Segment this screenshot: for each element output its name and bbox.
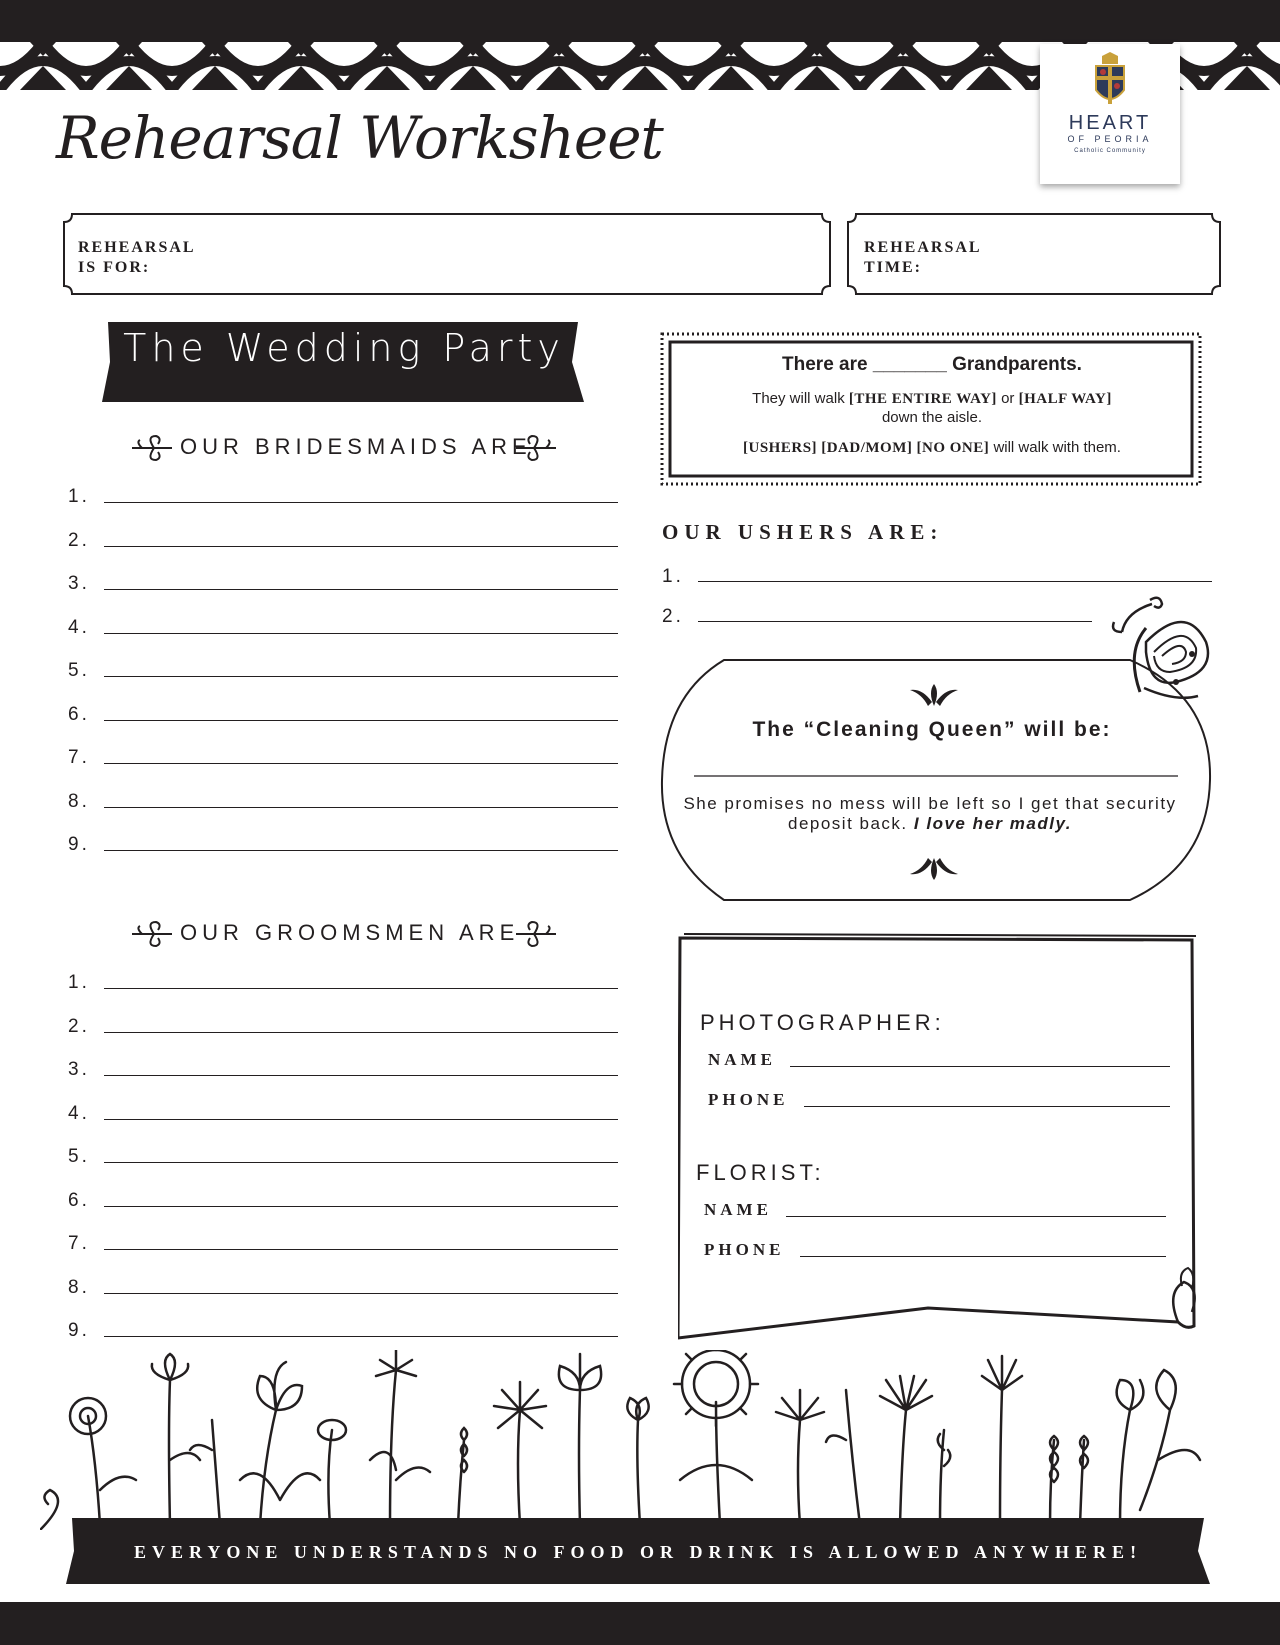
photographer-phone-label: PHONE	[708, 1090, 789, 1109]
groomsman-number: 1.	[68, 972, 90, 993]
photographer-name-field[interactable]	[790, 1066, 1170, 1067]
bridesmaid-number: 1.	[68, 486, 90, 507]
florist-name-field[interactable]	[786, 1216, 1166, 1217]
option-half-way[interactable]: [HALF WAY]	[1018, 391, 1112, 407]
bridesmaid-line[interactable]	[104, 502, 618, 503]
groomsman-line[interactable]	[104, 1075, 618, 1076]
rehearsal-for-label: REHEARSAL IS FOR:	[78, 239, 196, 276]
florist-phone-label: PHONE	[704, 1240, 785, 1259]
page-title: Rehearsal Worksheet	[56, 104, 663, 172]
bridesmaid-number: 9.	[68, 834, 90, 855]
usher-line[interactable]	[698, 621, 1092, 622]
logo-card	[1040, 44, 1180, 184]
groomsman-line[interactable]	[104, 1162, 618, 1163]
bridesmaid-number: 5.	[68, 660, 90, 681]
bridesmaid-number: 7.	[68, 747, 90, 768]
cleaning-queen-field[interactable]	[694, 752, 1174, 776]
groomsmen-heading: OUR GROOMSMEN ARE	[180, 920, 520, 945]
groomsman-number: 5.	[68, 1146, 90, 1167]
photographer-phone-field[interactable]	[804, 1106, 1170, 1107]
wedding-party-title: The Wedding Party	[123, 326, 565, 370]
groomsman-line[interactable]	[104, 1293, 618, 1294]
bridesmaids-heading: OUR BRIDESMAIDS ARE	[180, 434, 532, 459]
groomsman-number: 9.	[68, 1320, 90, 1341]
groomsman-number: 6.	[68, 1189, 90, 1211]
florist-heading: FLORIST:	[696, 1160, 825, 1185]
bridesmaid-line[interactable]	[104, 850, 618, 851]
groomsman-line[interactable]	[104, 1249, 618, 1250]
bridesmaid-line[interactable]	[104, 676, 618, 677]
grandparents-walk: They will walk [THE ENTIRE WAY] or [HALF WAY]	[752, 390, 1112, 407]
option-parent[interactable]: [DAD/MOM]	[821, 440, 913, 456]
grandparents-walk-suffix: down the aisle.	[881, 409, 983, 426]
flourish-right-icon	[514, 918, 558, 950]
groomsman-number: 2.	[68, 1015, 90, 1037]
groomsman-line[interactable]	[104, 988, 618, 989]
ushers-heading: OUR USHERS ARE:	[662, 520, 944, 544]
grandparents-count: There are _______ Grandparents.	[782, 354, 1082, 375]
logo-name: HEART	[1068, 112, 1152, 134]
photographer-heading: PHOTOGRAPHER:	[700, 1010, 945, 1035]
flowers-illustration-icon	[40, 1350, 1240, 1530]
usher-number: 2.	[662, 606, 684, 627]
flourish-left-icon	[130, 918, 174, 950]
grandparents-escort: [USHERS] [DAD/MOM] [NO ONE] will walk with them.	[743, 439, 1121, 456]
logo-sub: OF PEORIA	[1067, 134, 1153, 144]
florist-phone-field[interactable]	[800, 1256, 1166, 1257]
groomsman-line[interactable]	[104, 1206, 618, 1207]
cleaning-queen-title: The “Cleaning Queen” will be:	[752, 718, 1112, 741]
leaf-ornament-bottom-icon	[910, 858, 958, 880]
groomsman-line[interactable]	[104, 1336, 618, 1337]
crest-icon	[1090, 52, 1130, 110]
logo-tagline: Catholic Community	[1074, 148, 1146, 154]
bridesmaid-number: 8.	[68, 790, 90, 812]
bridesmaid-number: 4.	[68, 616, 90, 638]
flourish-right-icon	[514, 432, 558, 464]
groomsman-number: 7.	[68, 1233, 90, 1254]
bridesmaid-line[interactable]	[104, 589, 618, 590]
cleaning-queen-frame	[660, 656, 1212, 904]
option-no-one[interactable]: [NO ONE]	[916, 440, 990, 456]
usher-line[interactable]	[698, 581, 1212, 582]
rehearsal-time-field[interactable]	[1000, 230, 1200, 280]
vendors-frame	[678, 932, 1214, 1350]
bottom-bar	[0, 1602, 1280, 1645]
top-bar	[0, 0, 1280, 42]
bridesmaid-number: 3.	[68, 573, 90, 594]
bridesmaid-number: 2.	[68, 529, 90, 551]
bridesmaid-number: 6.	[68, 703, 90, 725]
option-entire-way[interactable]: [THE ENTIRE WAY]	[848, 391, 997, 407]
groomsman-line[interactable]	[104, 1119, 618, 1120]
bridesmaid-line[interactable]	[104, 546, 618, 547]
groomsman-number: 3.	[68, 1059, 90, 1080]
groomsman-number: 8.	[68, 1276, 90, 1298]
footer-text: EVERYONE UNDERSTANDS NO FOOD OR DRINK IS ALLOWED ANYWHERE!	[133, 1542, 1143, 1562]
bridesmaid-line[interactable]	[104, 633, 618, 634]
rehearsal-time-label: REHEARSAL TIME:	[864, 239, 982, 276]
bridesmaid-line[interactable]	[104, 720, 618, 721]
florist-name-label: NAME	[704, 1200, 772, 1219]
option-ushers[interactable]: [USHERS]	[743, 440, 818, 456]
cleaning-queen-text: She promises no mess will be left so I get that security deposit back. I love her madly.	[683, 794, 1177, 833]
bridesmaid-line[interactable]	[104, 807, 618, 808]
usher-number: 1.	[662, 566, 684, 587]
bridesmaid-line[interactable]	[104, 763, 618, 764]
photographer-name-label: NAME	[708, 1050, 776, 1069]
groomsman-number: 4.	[68, 1102, 90, 1124]
leaf-ornament-top-icon	[910, 684, 958, 706]
groomsman-line[interactable]	[104, 1032, 618, 1033]
flourish-left-icon	[130, 432, 174, 464]
rehearsal-for-field[interactable]	[240, 230, 800, 280]
